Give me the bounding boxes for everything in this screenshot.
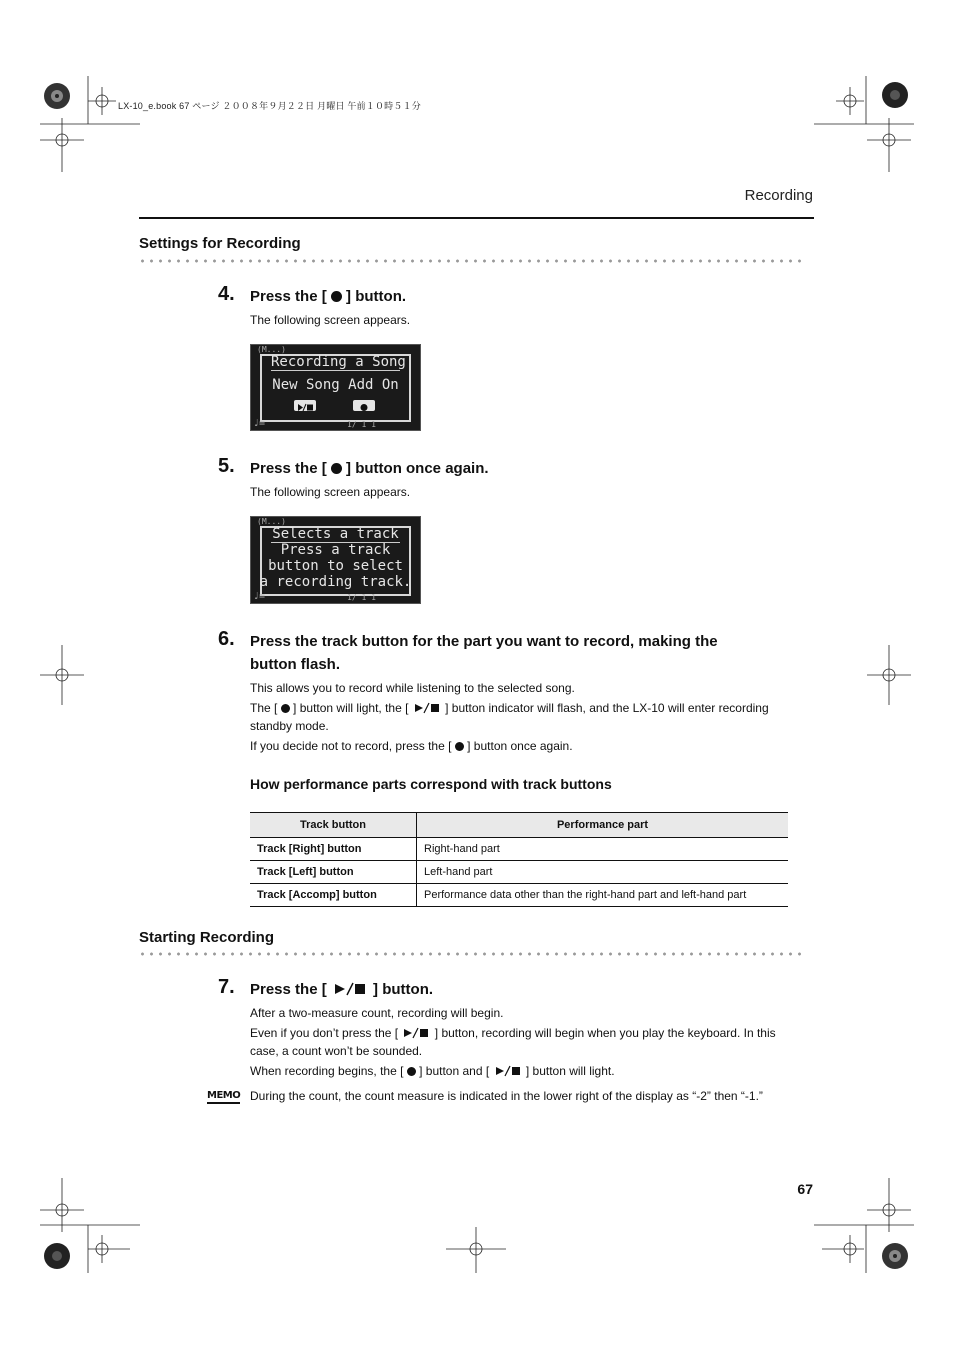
step-7-number: 7. <box>218 976 235 998</box>
lcd-bottom-left: ♩= <box>253 591 266 602</box>
text-run: ] button and [ <box>419 1064 490 1078</box>
lcd-top-label: (M...) <box>257 517 286 526</box>
text-run: The [ <box>250 701 278 715</box>
step-6-p2 <box>250 699 810 717</box>
step-4-title <box>250 285 406 308</box>
step-4-title-pre: Press the [ <box>250 288 327 305</box>
step-6-p1: This allows you to record while listening to the selected song. <box>250 681 575 695</box>
section-title-starting: Starting Recording <box>139 929 275 946</box>
lcd-top-label: (M...) <box>257 345 286 354</box>
screen-selects-a-track <box>250 516 421 604</box>
section-title-settings: Settings for Recording <box>139 235 301 252</box>
file-meta: LX-10_e.book 67 ページ ２００８年９月２２日 月曜日 午前１０時５１分 <box>118 101 421 111</box>
rec-icon <box>407 1067 416 1076</box>
text-run: When recording begins, the [ <box>250 1064 404 1078</box>
play-stop-icon <box>401 1027 431 1039</box>
lcd-title: Recording a Song <box>271 354 406 370</box>
text-run: ] button once again. <box>467 739 573 753</box>
lcd-line3: a recording track. <box>259 574 412 590</box>
cell-track-button: Track [Right] button <box>250 838 417 861</box>
cell-performance-part: Left-hand part <box>417 861 789 884</box>
step-7-title <box>250 978 433 1001</box>
rec-icon <box>281 704 290 713</box>
step-6-title-line2: button flash. <box>250 656 340 673</box>
text-run: ] button will light, the [ <box>293 701 409 715</box>
rec-button-icon <box>353 400 375 411</box>
table-header-row <box>250 813 788 838</box>
section-divider <box>138 259 805 263</box>
text-run: ] button indicator will flash, and the LX-10 will enter recording <box>445 701 769 715</box>
table-title: How performance parts correspond with track buttons <box>250 776 612 792</box>
header-rule <box>139 217 814 219</box>
step-4-title-post: ] button. <box>346 288 407 305</box>
rec-icon <box>331 463 342 474</box>
page-number: 67 <box>797 1181 813 1197</box>
track-parts-table <box>250 812 788 907</box>
memo-icon: MEMO <box>207 1091 240 1104</box>
step-6-p2-cont: standby mode. <box>250 719 329 733</box>
step-5-title-post: ] button once again. <box>346 460 489 477</box>
step-7-p1: After a two-measure count, recording will begin. <box>250 1006 504 1020</box>
memo-text: During the count, the count measure is indicated in the lower right of the display as “-2” then “-1.” <box>250 1089 763 1103</box>
table-row <box>250 838 788 861</box>
step-6-title-line1: Press the track button for the part you want to record, making the <box>250 633 718 650</box>
lcd-bottom-right: 1/ 1 1 <box>347 420 376 429</box>
step-7-p2-cont: case, a count won’t be sounded. <box>250 1044 423 1058</box>
cell-performance-part: Performance data other than the right-hand part and left-hand part <box>417 884 789 907</box>
step-6-number: 6. <box>218 628 235 650</box>
screen-recording-a-song <box>250 344 421 431</box>
step-5-desc: The following screen appears. <box>250 485 411 499</box>
step-7-p2 <box>250 1024 810 1042</box>
cell-performance-part: Right-hand part <box>417 838 789 861</box>
step-5-title-pre: Press the [ <box>250 460 327 477</box>
text-run: If you decide not to record, press the [ <box>250 739 452 753</box>
step-7-p3 <box>250 1062 615 1080</box>
section-divider <box>138 952 805 956</box>
lcd-bottom-right: 1/ 1 1 <box>347 593 376 602</box>
rec-icon <box>331 291 342 302</box>
step-7-title-pre: Press the [ <box>250 981 327 998</box>
lcd-line2: button to select <box>268 558 403 574</box>
step-4-desc: The following screen appears. <box>250 313 411 327</box>
play-stop-icon <box>412 702 442 714</box>
table-row <box>250 884 788 907</box>
text-run: ] button will light. <box>525 1064 615 1078</box>
col-header-track-button: Track button <box>250 813 417 838</box>
cell-track-button: Track [Left] button <box>250 861 417 884</box>
lcd-bottom-left: ♩= <box>253 418 266 429</box>
play-stop-icon <box>493 1065 523 1077</box>
lcd-title: Selects a track <box>272 526 399 542</box>
col-header-performance-part: Performance part <box>417 813 789 838</box>
rec-icon <box>455 742 464 751</box>
step-4-number: 4. <box>218 283 235 305</box>
step-6-p3 <box>250 737 573 755</box>
table-row <box>250 861 788 884</box>
play-stop-icon <box>331 982 369 996</box>
step-5-number: 5. <box>218 455 235 477</box>
text-run: Even if you don’t press the [ <box>250 1026 399 1040</box>
step-5-title <box>250 457 489 480</box>
lcd-line1: New Song Add On <box>272 377 399 393</box>
play-stop-button-icon <box>294 400 316 411</box>
running-header-section: Recording <box>744 187 813 204</box>
cell-track-button: Track [Accomp] button <box>250 884 417 907</box>
lcd-line1: Press a track <box>280 542 391 558</box>
text-run: ] button, recording will begin when you play the keyboard. In this <box>434 1026 776 1040</box>
step-7-title-post: ] button. <box>373 981 434 998</box>
